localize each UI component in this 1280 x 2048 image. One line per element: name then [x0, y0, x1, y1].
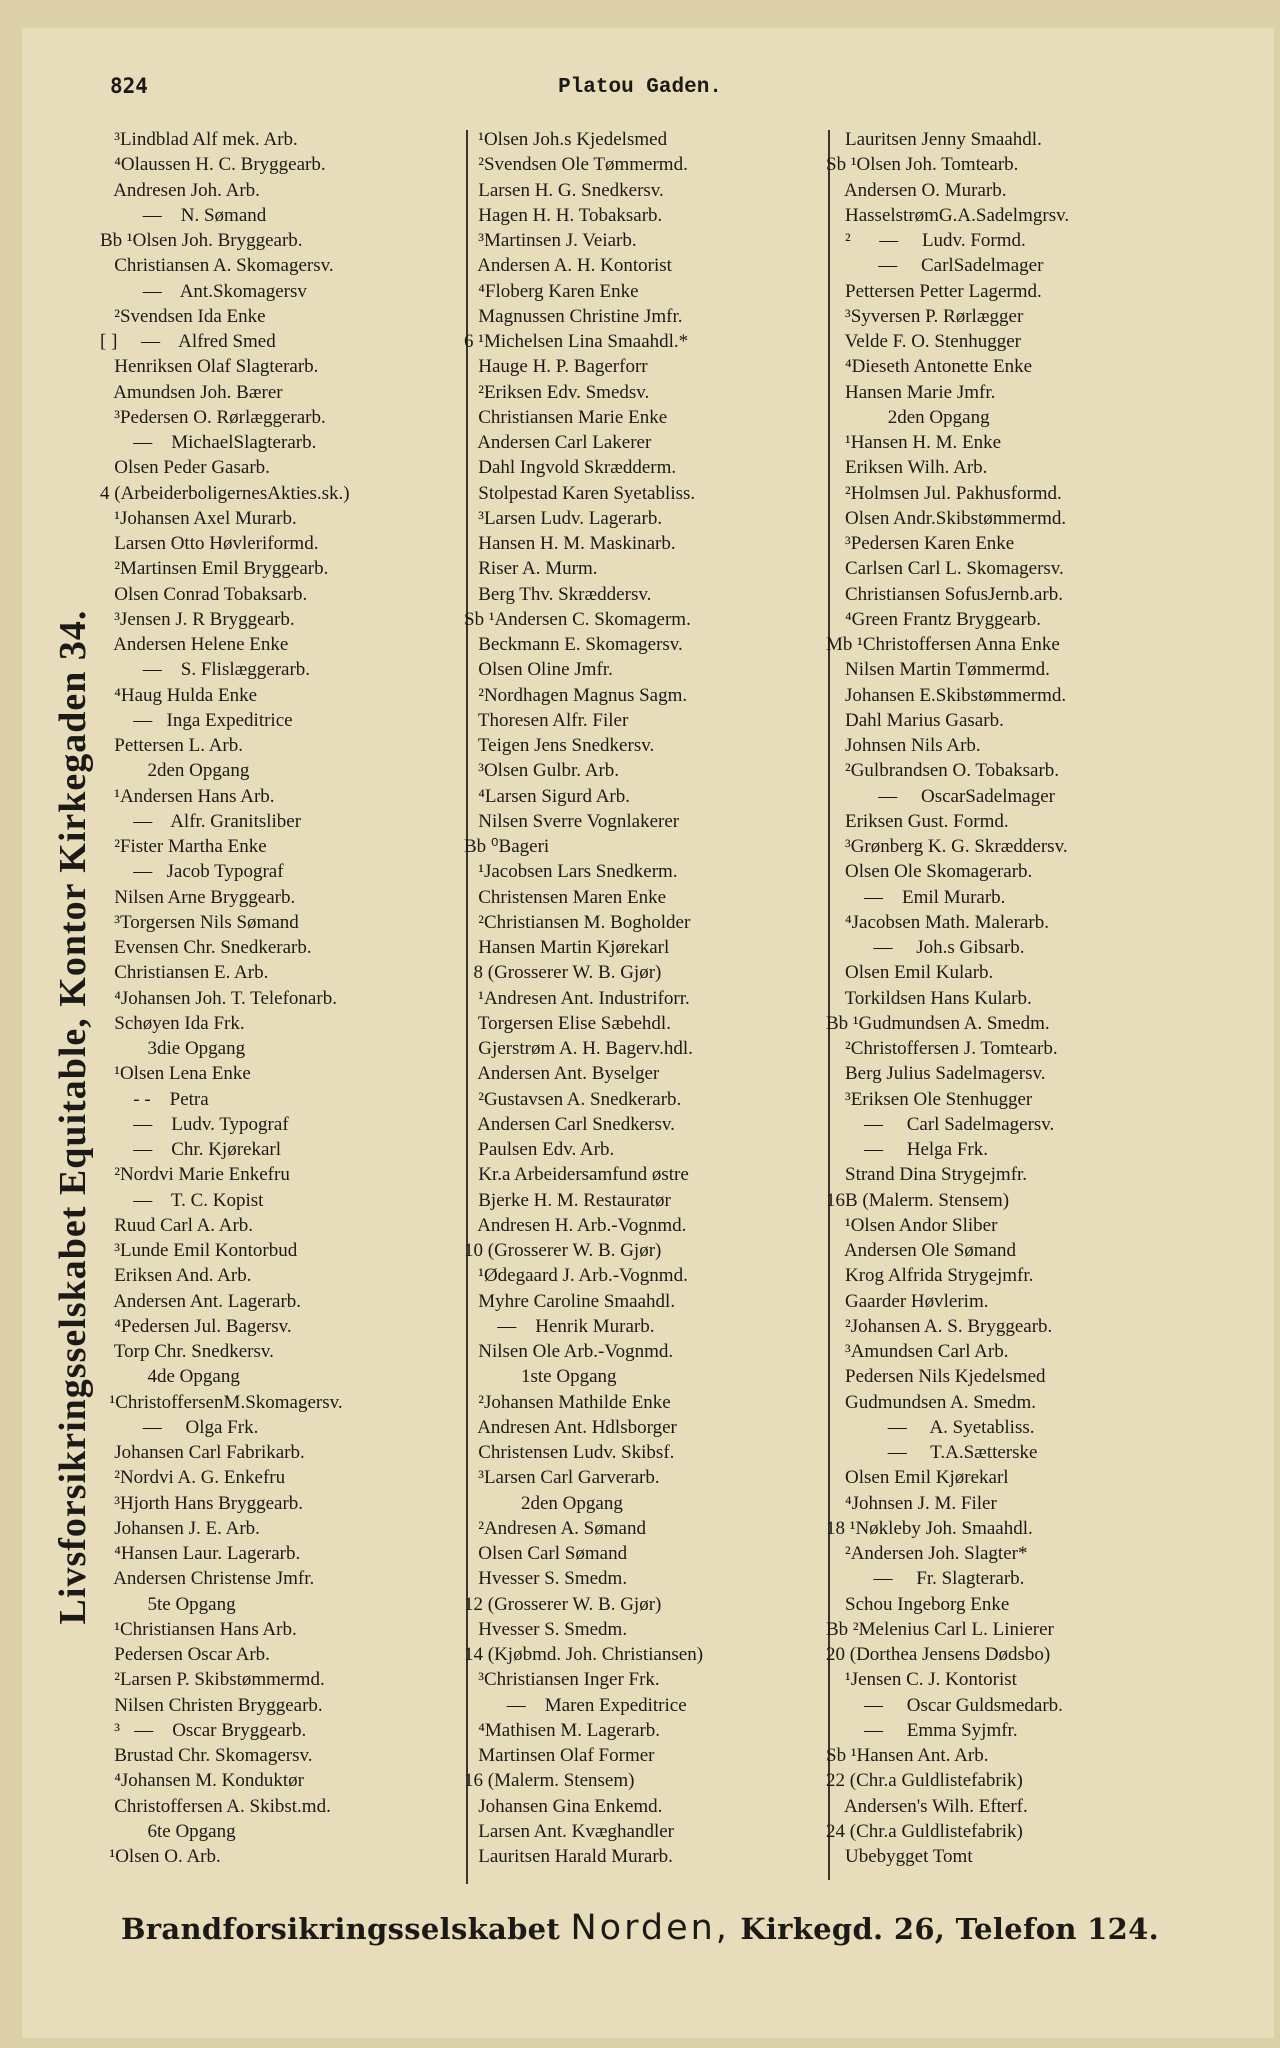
directory-entry: — Joh.s Gibsarb.: [826, 937, 1025, 958]
directory-entry: Christiansen E. Arb.: [100, 962, 269, 984]
directory-entry: Olsen Conrad Tobaksarb.: [100, 583, 308, 605]
directory-entry: ⁴Hansen Laur. Lagerarb.: [100, 1543, 301, 1564]
directory-entry: ³Olsen Gulbr. Arb.: [464, 760, 620, 782]
directory-entry: Johnsen Nils Arb.: [826, 735, 981, 756]
directory-entry: — OscarSadelmager: [826, 785, 1055, 807]
directory-entry: ²Nordvi Marie Enkefru: [100, 1164, 290, 1186]
directory-entry: Hansen H. M. Maskinarb.: [464, 533, 676, 554]
directory-entry: ²Christoffersen J. Tomtearb.: [826, 1038, 1058, 1059]
directory-entry: ⁴Dieseth Antonette Enke: [826, 356, 1033, 378]
directory-entry: 5te Opgang: [100, 1593, 236, 1615]
directory-entry: ²Gustavsen A. Snedkerarb.: [464, 1088, 682, 1110]
directory-entry: ³Pedersen O. Rørlæggerarb.: [100, 406, 326, 428]
directory-entry: 4de Opgang: [100, 1366, 240, 1388]
directory-entry: ¹Olsen Joh.s Kjedelsmed: [464, 129, 668, 150]
directory-entry: Olsen Emil Kularb.: [826, 962, 994, 984]
directory-entry: — Inga Expeditrice: [100, 709, 293, 731]
directory-entry: Johansen E.Skibstømmermd.: [826, 684, 1067, 706]
directory-entry: Teigen Jens Snedkersv.: [464, 735, 655, 756]
directory-entry: Olsen Peder Gasarb.: [100, 457, 270, 479]
directory-entry: ⁴Pedersen Jul. Bagersv.: [100, 1315, 292, 1337]
directory-entry: Bb ⁰Bageri: [464, 836, 550, 857]
directory-entry: — Fr. Slagterarb.: [826, 1568, 1025, 1590]
directory-entry: Olsen Emil Kjørekarl: [826, 1467, 1009, 1489]
directory-entry: 18 ¹Nøkleby Joh. Smaahdl.: [826, 1517, 1033, 1539]
directory-entry: Torkildsen Hans Kularb.: [826, 987, 1032, 1009]
directory-entry: ³Lindblad Alf mek. Arb.: [100, 129, 298, 150]
directory-entry: Johansen Gina Enkemd.: [464, 1795, 663, 1817]
directory-entry: ¹ChristoffersenM.Skomagersv.: [100, 1391, 343, 1413]
directory-entry: - - Petra: [100, 1088, 209, 1110]
directory-entry: ³Lunde Emil Kontorbud: [100, 1240, 298, 1261]
directory-entry: Christiansen SofusJernb.arb.: [826, 583, 1063, 605]
directory-entry: ³Larsen Ludv. Lagerarb.: [464, 507, 663, 529]
directory-entry: 22 (Chr.a Guldlistefabrik): [826, 1770, 1023, 1792]
directory-entry: Paulsen Edv. Arb.: [464, 1139, 615, 1160]
directory-entry: Andersen Ole Sømand: [826, 1240, 1016, 1261]
directory-entry: — Emil Murarb.: [826, 886, 1006, 908]
directory-entry: Hvesser S. Smedm.: [464, 1618, 628, 1640]
directory-entry: Andersen O. Murarb.: [826, 179, 1007, 201]
directory-column-2: [464, 127, 829, 1869]
footer-advertisement: [0, 1908, 1280, 1948]
directory-entry: — Jacob Typograf: [100, 861, 284, 883]
directory-entry: Myhre Caroline Smaahdl.: [464, 1290, 676, 1312]
directory-entry: Ruud Carl A. Arb.: [100, 1214, 254, 1236]
directory-entry: ¹Olsen Lena Enke: [100, 1063, 251, 1085]
directory-entry: Dahl Ingvold Skrædderm.: [464, 457, 677, 479]
directory-entry: ³Amundsen Carl Arb.: [826, 1341, 1009, 1362]
directory-entry: ¹Johansen Axel Murarb.: [100, 507, 297, 529]
directory-entry: ¹Olsen Andor Sliber: [826, 1214, 998, 1236]
directory-entry: Andersen Christense Jmfr.: [100, 1568, 315, 1590]
directory-entry: — MichaelSlagterarb.: [100, 432, 317, 453]
directory-entry: Schou Ingeborg Enke: [826, 1593, 1010, 1615]
directory-entry: Andersen's Wilh. Efterf.: [826, 1795, 1028, 1817]
directory-column-1: [100, 127, 464, 1869]
directory-entry: Andresen Ant. Hdlsborger: [464, 1416, 677, 1438]
directory-entry: 10 (Grosserer W. B. Gjør): [464, 1240, 662, 1261]
directory-entry: Pedersen Nils Kjedelsmed: [826, 1366, 1046, 1388]
directory-entry: Olsen Carl Sømand: [464, 1543, 628, 1564]
directory-entry: ¹Ødegaard J. Arb.-Vognmd.: [464, 1265, 688, 1287]
directory-entry: ²Andersen Joh. Slagter*: [826, 1543, 1028, 1564]
directory-entry: Gaarder Høvlerim.: [826, 1290, 989, 1312]
directory-entry: ² — Ludv. Formd.: [826, 230, 1026, 251]
directory-entry: Ubebygget Tomt: [826, 1846, 973, 1867]
directory-entry: Bb ¹Gudmundsen A. Smedm.: [826, 1012, 1050, 1034]
directory-entry: ¹Jensen C. J. Kontorist: [826, 1669, 1017, 1691]
directory-entry: Johansen Carl Fabrikarb.: [100, 1442, 305, 1463]
directory-entry: — CarlSadelmager: [826, 255, 1044, 277]
directory-entry: ³Christiansen Inger Frk.: [464, 1669, 660, 1691]
footer-company: Brandforsikringsselskabet: [121, 1912, 561, 1946]
directory-entry: Henriksen Olaf Slagterarb.: [100, 356, 319, 378]
directory-entry: ³Torgersen Nils Sømand: [100, 911, 299, 933]
directory-entry: Christensen Ludv. Skibsf.: [464, 1442, 675, 1463]
directory-entry: Christiansen Marie Enke: [464, 406, 668, 428]
directory-entry: — Ludv. Typograf: [100, 1113, 289, 1135]
directory-entry: Eriksen Wilh. Arb.: [826, 457, 988, 479]
directory-entry: Larsen H. G. Snedkersv.: [464, 179, 664, 201]
directory-entry: Berg Thv. Skræddersv.: [464, 583, 652, 605]
directory-entry: Nilsen Martin Tømmermd.: [826, 659, 1050, 681]
directory-entry: ⁴Larsen Sigurd Arb.: [464, 785, 630, 807]
directory-entry: Nilsen Arne Bryggearb.: [100, 886, 296, 908]
directory-entry: ³ — Oscar Bryggearb.: [100, 1719, 307, 1741]
directory-entry: ¹Andersen Hans Arb.: [100, 785, 275, 807]
directory-entry: ²Nordhagen Magnus Sagm.: [464, 684, 688, 706]
directory-entry: ²Martinsen Emil Bryggearb.: [100, 558, 329, 580]
directory-entry: ¹Andresen Ant. Industriforr.: [464, 987, 690, 1009]
directory-entry: Sb ¹Andersen C. Skomagerm.: [464, 608, 691, 630]
directory-entry: Christoffersen A. Skibst.md.: [100, 1795, 331, 1817]
directory-entry: Christiansen A. Skomagersv.: [100, 255, 334, 277]
directory-entry: Eriksen Gust. Formd.: [826, 810, 1009, 832]
directory-entry: ¹Hansen H. M. Enke: [826, 432, 1002, 453]
directory-entry: ²Gulbrandsen O. Tobaksarb.: [826, 760, 1060, 782]
directory-entry: Schøyen Ida Frk.: [100, 1012, 245, 1034]
directory-entry: Andresen H. Arb.-Vognmd.: [464, 1214, 687, 1236]
directory-entry: ²Larsen P. Skibstømmermd.: [100, 1669, 325, 1691]
directory-entry: 2den Opgang: [464, 1492, 623, 1514]
directory-entry: 4 (ArbeiderboligernesAkties.sk.): [100, 482, 350, 504]
directory-entry: Olsen Oline Jmfr.: [464, 659, 613, 681]
directory-entry: Pettersen L. Arb.: [100, 735, 244, 756]
directory-entry: ⁴Jacobsen Math. Malerarb.: [826, 911, 1049, 933]
directory-entry: Thoresen Alfr. Filer: [464, 709, 629, 731]
directory-entry: Dahl Marius Gasarb.: [826, 709, 1004, 731]
directory-entry: ¹Christiansen Hans Arb.: [100, 1618, 297, 1640]
directory-entry: ³Grønberg K. G. Skræddersv.: [826, 836, 1068, 857]
directory-entry: Pettersen Petter Lagermd.: [826, 280, 1042, 302]
directory-entry: ⁴Johansen Joh. T. Telefonarb.: [100, 987, 337, 1009]
directory-entry: HasselstrømG.A.Sadelmgrsv.: [826, 204, 1070, 226]
directory-entry: Pedersen Oscar Arb.: [100, 1644, 270, 1665]
directory-entry: Nilsen Ole Arb.-Vognmd.: [464, 1341, 674, 1362]
directory-column-3: [826, 127, 1186, 1869]
directory-entry: ²Andresen A. Sømand: [464, 1517, 646, 1539]
directory-entry: — Oscar Guldsmedarb.: [826, 1694, 1063, 1716]
directory-entry: Gudmundsen A. Smedm.: [826, 1391, 1037, 1413]
directory-entry: Sb ¹Olsen Joh. Tomtearb.: [826, 154, 1019, 176]
directory-entry: 16B (Malerm. Stensem): [826, 1189, 1010, 1211]
directory-entry: Bb ²Melenius Carl L. Linierer: [826, 1618, 1054, 1640]
directory-entry: Olsen Ole Skomagerarb.: [826, 861, 1033, 883]
directory-entry: ¹Jacobsen Lars Snedkerm.: [464, 861, 678, 883]
directory-entry: ²Holmsen Jul. Pakhusformd.: [826, 482, 1062, 504]
directory-entry: 1ste Opgang: [464, 1366, 617, 1388]
directory-entry: Nilsen Christen Bryggearb.: [100, 1694, 323, 1716]
directory-entry: — Emma Syjmfr.: [826, 1719, 1018, 1741]
directory-entry: 14 (Kjøbmd. Joh. Christiansen): [464, 1644, 704, 1665]
directory-entry: — T.A.Sætterske: [826, 1442, 1038, 1463]
directory-entry: ⁴Green Frantz Bryggearb.: [826, 608, 1042, 630]
directory-entry: 8 (Grosserer W. B. Gjør): [464, 962, 662, 984]
directory-entry: Amundsen Joh. Bærer: [100, 381, 283, 403]
directory-entry: Eriksen And. Arb.: [100, 1265, 252, 1287]
directory-entry: Andersen Ant. Lagerarb.: [100, 1290, 302, 1312]
directory-entry: Carlsen Carl L. Skomagersv.: [826, 558, 1064, 580]
directory-entry: Riser A. Murm.: [464, 558, 598, 580]
directory-entry: — Ant.Skomagersv: [100, 280, 307, 302]
directory-entry: — Olga Frk.: [100, 1416, 259, 1438]
directory-entry: ³Larsen Carl Garverarb.: [464, 1467, 660, 1489]
directory-entry: Mb ¹Christoffersen Anna Enke: [826, 634, 1060, 655]
directory-entry: — Henrik Murarb.: [464, 1315, 655, 1337]
directory-entry: Hagen H. H. Tobaksarb.: [464, 204, 663, 226]
directory-entry: Torp Chr. Snedkersv.: [100, 1341, 274, 1362]
directory-entry: — Chr. Kjørekarl: [100, 1139, 282, 1160]
directory-entry: — Maren Expeditrice: [464, 1694, 687, 1716]
directory-entry: ³Eriksen Ole Stenhugger: [826, 1088, 1033, 1110]
directory-entry: 3die Opgang: [100, 1038, 246, 1059]
directory-entry: — Alfr. Granitsliber: [100, 810, 302, 832]
directory-entry: Andresen Joh. Arb.: [100, 179, 260, 201]
directory-entry: Magnussen Christine Jmfr.: [464, 305, 683, 327]
directory-entry: ⁴Floberg Karen Enke: [464, 280, 639, 302]
directory-entry: — Carl Sadelmagersv.: [826, 1113, 1055, 1135]
directory-entry: ²Johansen Mathilde Enke: [464, 1391, 671, 1413]
directory-entry: Sb ¹Hansen Ant. Arb.: [826, 1745, 989, 1766]
directory-entry: ²Nordvi A. G. Enkefru: [100, 1467, 286, 1489]
directory-entry: Christensen Maren Enke: [464, 886, 667, 908]
directory-entry: — S. Flislæggerarb.: [100, 659, 311, 681]
directory-entry: Hauge H. P. Bagerforr: [464, 356, 648, 378]
directory-entry: Evensen Chr. Snedkerarb.: [100, 937, 312, 958]
directory-entry: 2den Opgang: [100, 760, 250, 782]
directory-entry: Brustad Chr. Skomagersv.: [100, 1745, 313, 1766]
directory-entry: 16 (Malerm. Stensem): [464, 1770, 635, 1792]
directory-entry: [ ] — Alfred Smed: [100, 331, 276, 352]
directory-entry: Gjerstrøm A. H. Bagerv.hdl.: [464, 1038, 693, 1059]
directory-entry: ³Syversen P. Rørlægger: [826, 305, 1024, 327]
directory-entry: ²Johansen A. S. Bryggearb.: [826, 1315, 1053, 1337]
directory-entry: ³Pedersen Karen Enke: [826, 533, 1015, 554]
directory-entry: Lauritsen Harald Murarb.: [464, 1846, 673, 1867]
directory-entry: ³Hjorth Hans Bryggearb.: [100, 1492, 304, 1514]
directory-entry: Andersen Ant. Byselger: [464, 1063, 660, 1085]
directory-entry: — T. C. Kopist: [100, 1189, 264, 1211]
directory-entry: Torgersen Elise Sæbehdl.: [464, 1012, 671, 1034]
directory-entry: 2den Opgang: [826, 406, 990, 428]
directory-entry: 12 (Grosserer W. B. Gjør): [464, 1593, 662, 1615]
directory-entry: Martinsen Olaf Former: [464, 1745, 655, 1766]
directory-entry: ¹Olsen O. Arb.: [100, 1846, 221, 1867]
directory-entry: Lauritsen Jenny Smaahdl.: [826, 129, 1042, 150]
directory-entry: Kr.a Arbeidersamfund østre: [464, 1164, 689, 1186]
directory-entry: — N. Sømand: [100, 204, 267, 226]
directory-entry: Stolpestad Karen Syetabliss.: [464, 482, 696, 504]
directory-entry: Olsen Andr.Skibstømmermd.: [826, 507, 1067, 529]
directory-entry: Bjerke H. M. Restauratør: [464, 1189, 671, 1211]
directory-entry: Berg Julius Sadelmagersv.: [826, 1063, 1046, 1085]
directory-entry: ²Eriksen Edv. Smedsv.: [464, 381, 650, 403]
directory-entry: ⁴Haug Hulda Enke: [100, 684, 258, 706]
directory-entry: Strand Dina Strygejmfr.: [826, 1164, 1028, 1186]
directory-entry: ⁴Johansen M. Konduktør: [100, 1770, 304, 1792]
directory-entry: Andersen Carl Snedkersv.: [464, 1113, 675, 1135]
directory-entry: Hansen Martin Kjørekarl: [464, 937, 670, 958]
directory-entry: ⁴Mathisen M. Lagerarb.: [464, 1719, 661, 1741]
page-number: 824: [110, 74, 148, 98]
directory-entry: Andersen Carl Lakerer: [464, 432, 652, 453]
directory-entry: Beckmann E. Skomagersv.: [464, 634, 683, 655]
directory-entry: Nilsen Sverre Vognlakerer: [464, 810, 680, 832]
directory-entry: ⁴Johnsen J. M. Filer: [826, 1492, 997, 1514]
directory-entry: ³Martinsen J. Veiarb.: [464, 230, 637, 251]
directory-entry: Larsen Ant. Kvæghandler: [464, 1820, 675, 1842]
directory-entry: ²Svendsen Ida Enke: [100, 305, 266, 327]
directory-entry: ⁴Olaussen H. C. Bryggearb.: [100, 154, 326, 176]
directory-entry: ²Fister Martha Enke: [100, 836, 267, 857]
directory-entry: Hansen Marie Jmfr.: [826, 381, 996, 403]
directory-entry: Hvesser S. Smedm.: [464, 1568, 628, 1590]
directory-entry: 20 (Dorthea Jensens Dødsbo): [826, 1644, 1051, 1665]
directory-entry: ²Svendsen Ole Tømmermd.: [464, 154, 688, 176]
directory-entry: Andersen Helene Enke: [100, 634, 289, 655]
side-advertisement: Livsforsikringsselskabet Equitable, Kontor Kirkegaden 34.: [52, 609, 94, 1625]
directory-entry: Johansen J. E. Arb.: [100, 1517, 260, 1539]
directory-entry: Andersen A. H. Kontorist: [464, 255, 672, 277]
directory-entry: 6te Opgang: [100, 1820, 236, 1842]
footer-address: Kirkegd. 26, Telefon 124.: [740, 1912, 1159, 1946]
directory-entry: 24 (Chr.a Guldlistefabrik): [826, 1820, 1023, 1842]
directory-entry: Bb ¹Olsen Joh. Bryggearb.: [100, 230, 303, 251]
directory-entry: Larsen Otto Høvleriformd.: [100, 533, 319, 554]
directory-entry: — A. Syetabliss.: [826, 1416, 1035, 1438]
directory-entry: ³Jensen J. R Bryggearb.: [100, 608, 295, 630]
footer-brand: Norden,: [570, 1908, 730, 1948]
directory-entry: 6 ¹Michelsen Lina Smaahdl.*: [464, 331, 689, 352]
directory-entry: Krog Alfrida Strygejmfr.: [826, 1265, 1034, 1287]
directory-entry: ²Christiansen M. Bogholder: [464, 911, 691, 933]
street-heading: Platou Gaden.: [558, 76, 722, 99]
directory-entry: — Helga Frk.: [826, 1139, 989, 1160]
directory-entry: Velde F. O. Stenhugger: [826, 331, 1021, 352]
